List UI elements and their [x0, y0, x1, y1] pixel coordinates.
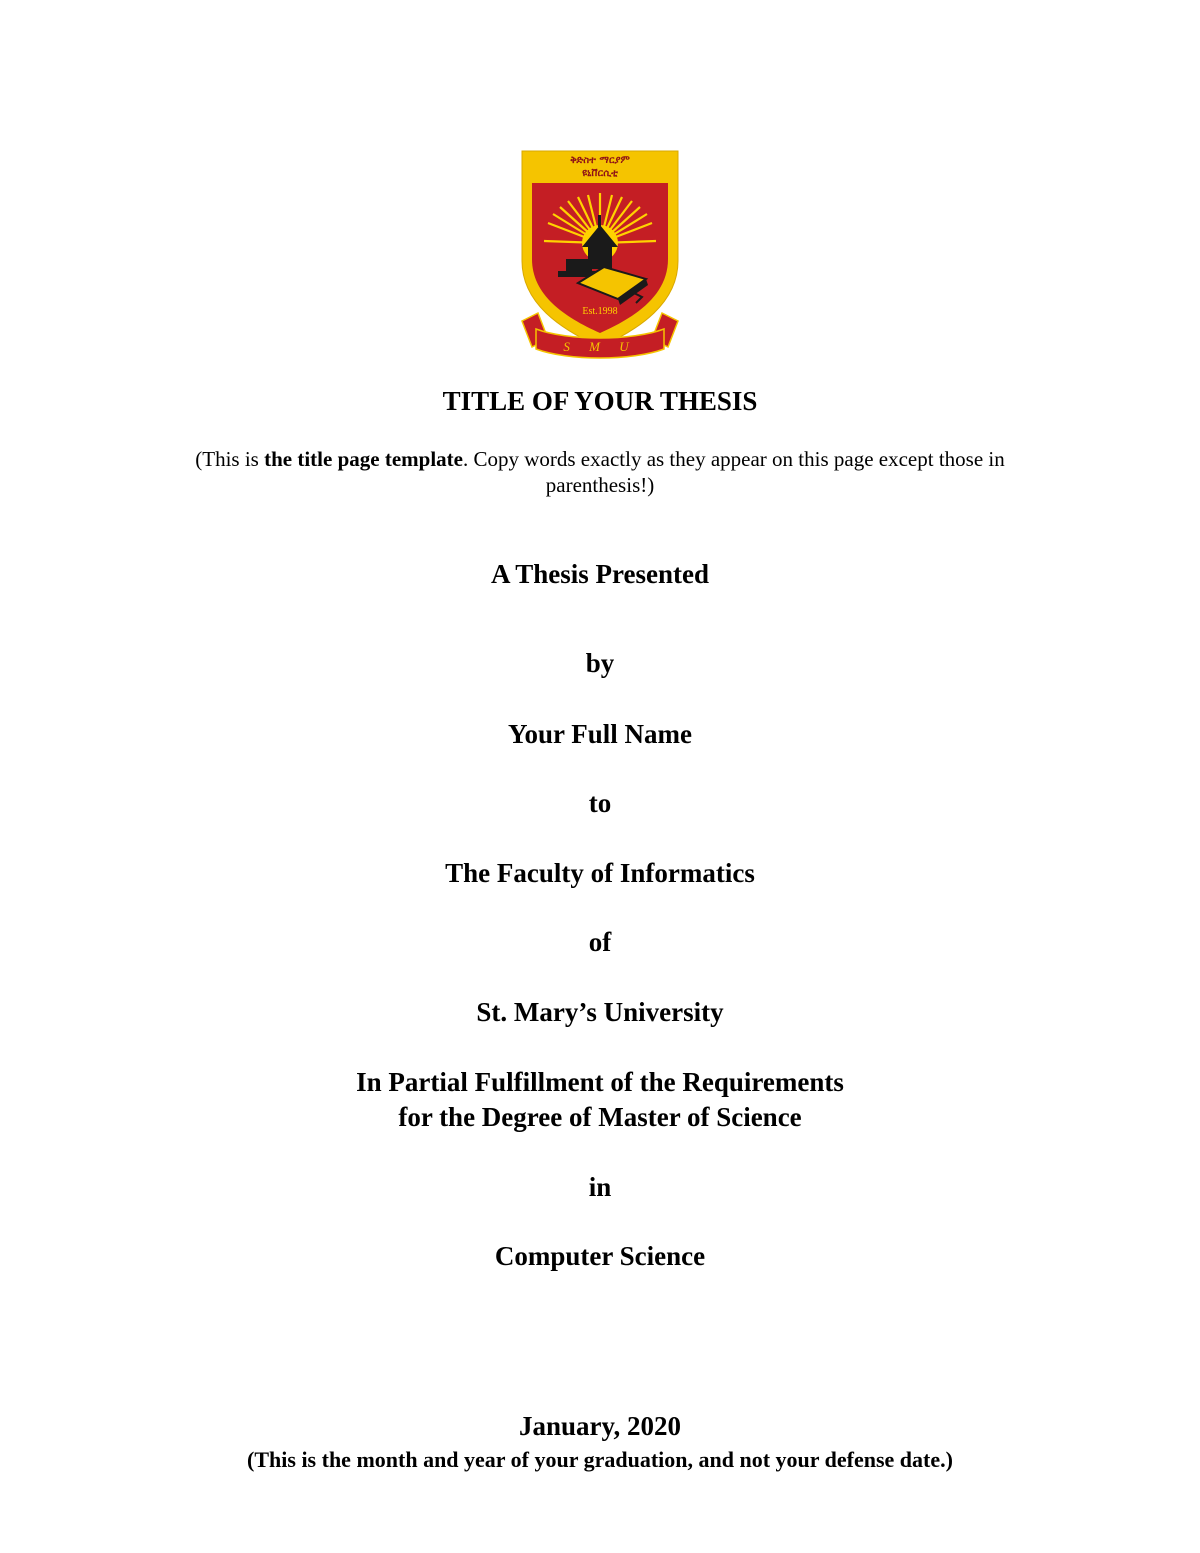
in-label: in: [588, 1172, 612, 1202]
of-label: of: [588, 927, 612, 957]
thesis-presented: A Thesis Presented: [490, 559, 710, 589]
thesis-title: TITLE OF YOUR THESIS: [442, 386, 758, 416]
instruction-bold: the title page template: [264, 447, 463, 471]
graduation-date: January, 2020: [518, 1411, 682, 1441]
date-note: (This is the month and year of your graduation, and not your defense date.): [247, 1447, 953, 1472]
author-name: Your Full Name: [507, 719, 692, 749]
instruction-prefix: (This is: [195, 447, 265, 471]
field-of-study: Computer Science: [494, 1241, 706, 1271]
fulfillment-line-1: In Partial Fulfillment of the Requirements: [356, 1067, 844, 1097]
university-crest-logo: [518, 143, 682, 361]
template-instruction: [0, 446, 1200, 472]
svg-text:ዩኒቨርሲቲ: ዩኒቨርሲቲ: [582, 168, 618, 179]
university-name: St. Mary’s University: [476, 997, 724, 1027]
instruction-suffix: . Copy words exactly as they appear on this page except those in: [462, 447, 1005, 471]
faculty-name: The Faculty of Informatics: [445, 858, 755, 888]
by-label: by: [585, 648, 615, 678]
fulfillment-line-2: for the Degree of Master of Science: [398, 1102, 802, 1132]
svg-text:S M U: S M U: [563, 339, 637, 354]
to-label: to: [588, 788, 612, 818]
svg-text:ቅድስተ ማርያም: ቅድስተ ማርያም: [570, 155, 630, 166]
svg-text:Est.1998: Est.1998: [582, 306, 618, 317]
template-instruction-line2: parenthesis!): [545, 473, 655, 497]
